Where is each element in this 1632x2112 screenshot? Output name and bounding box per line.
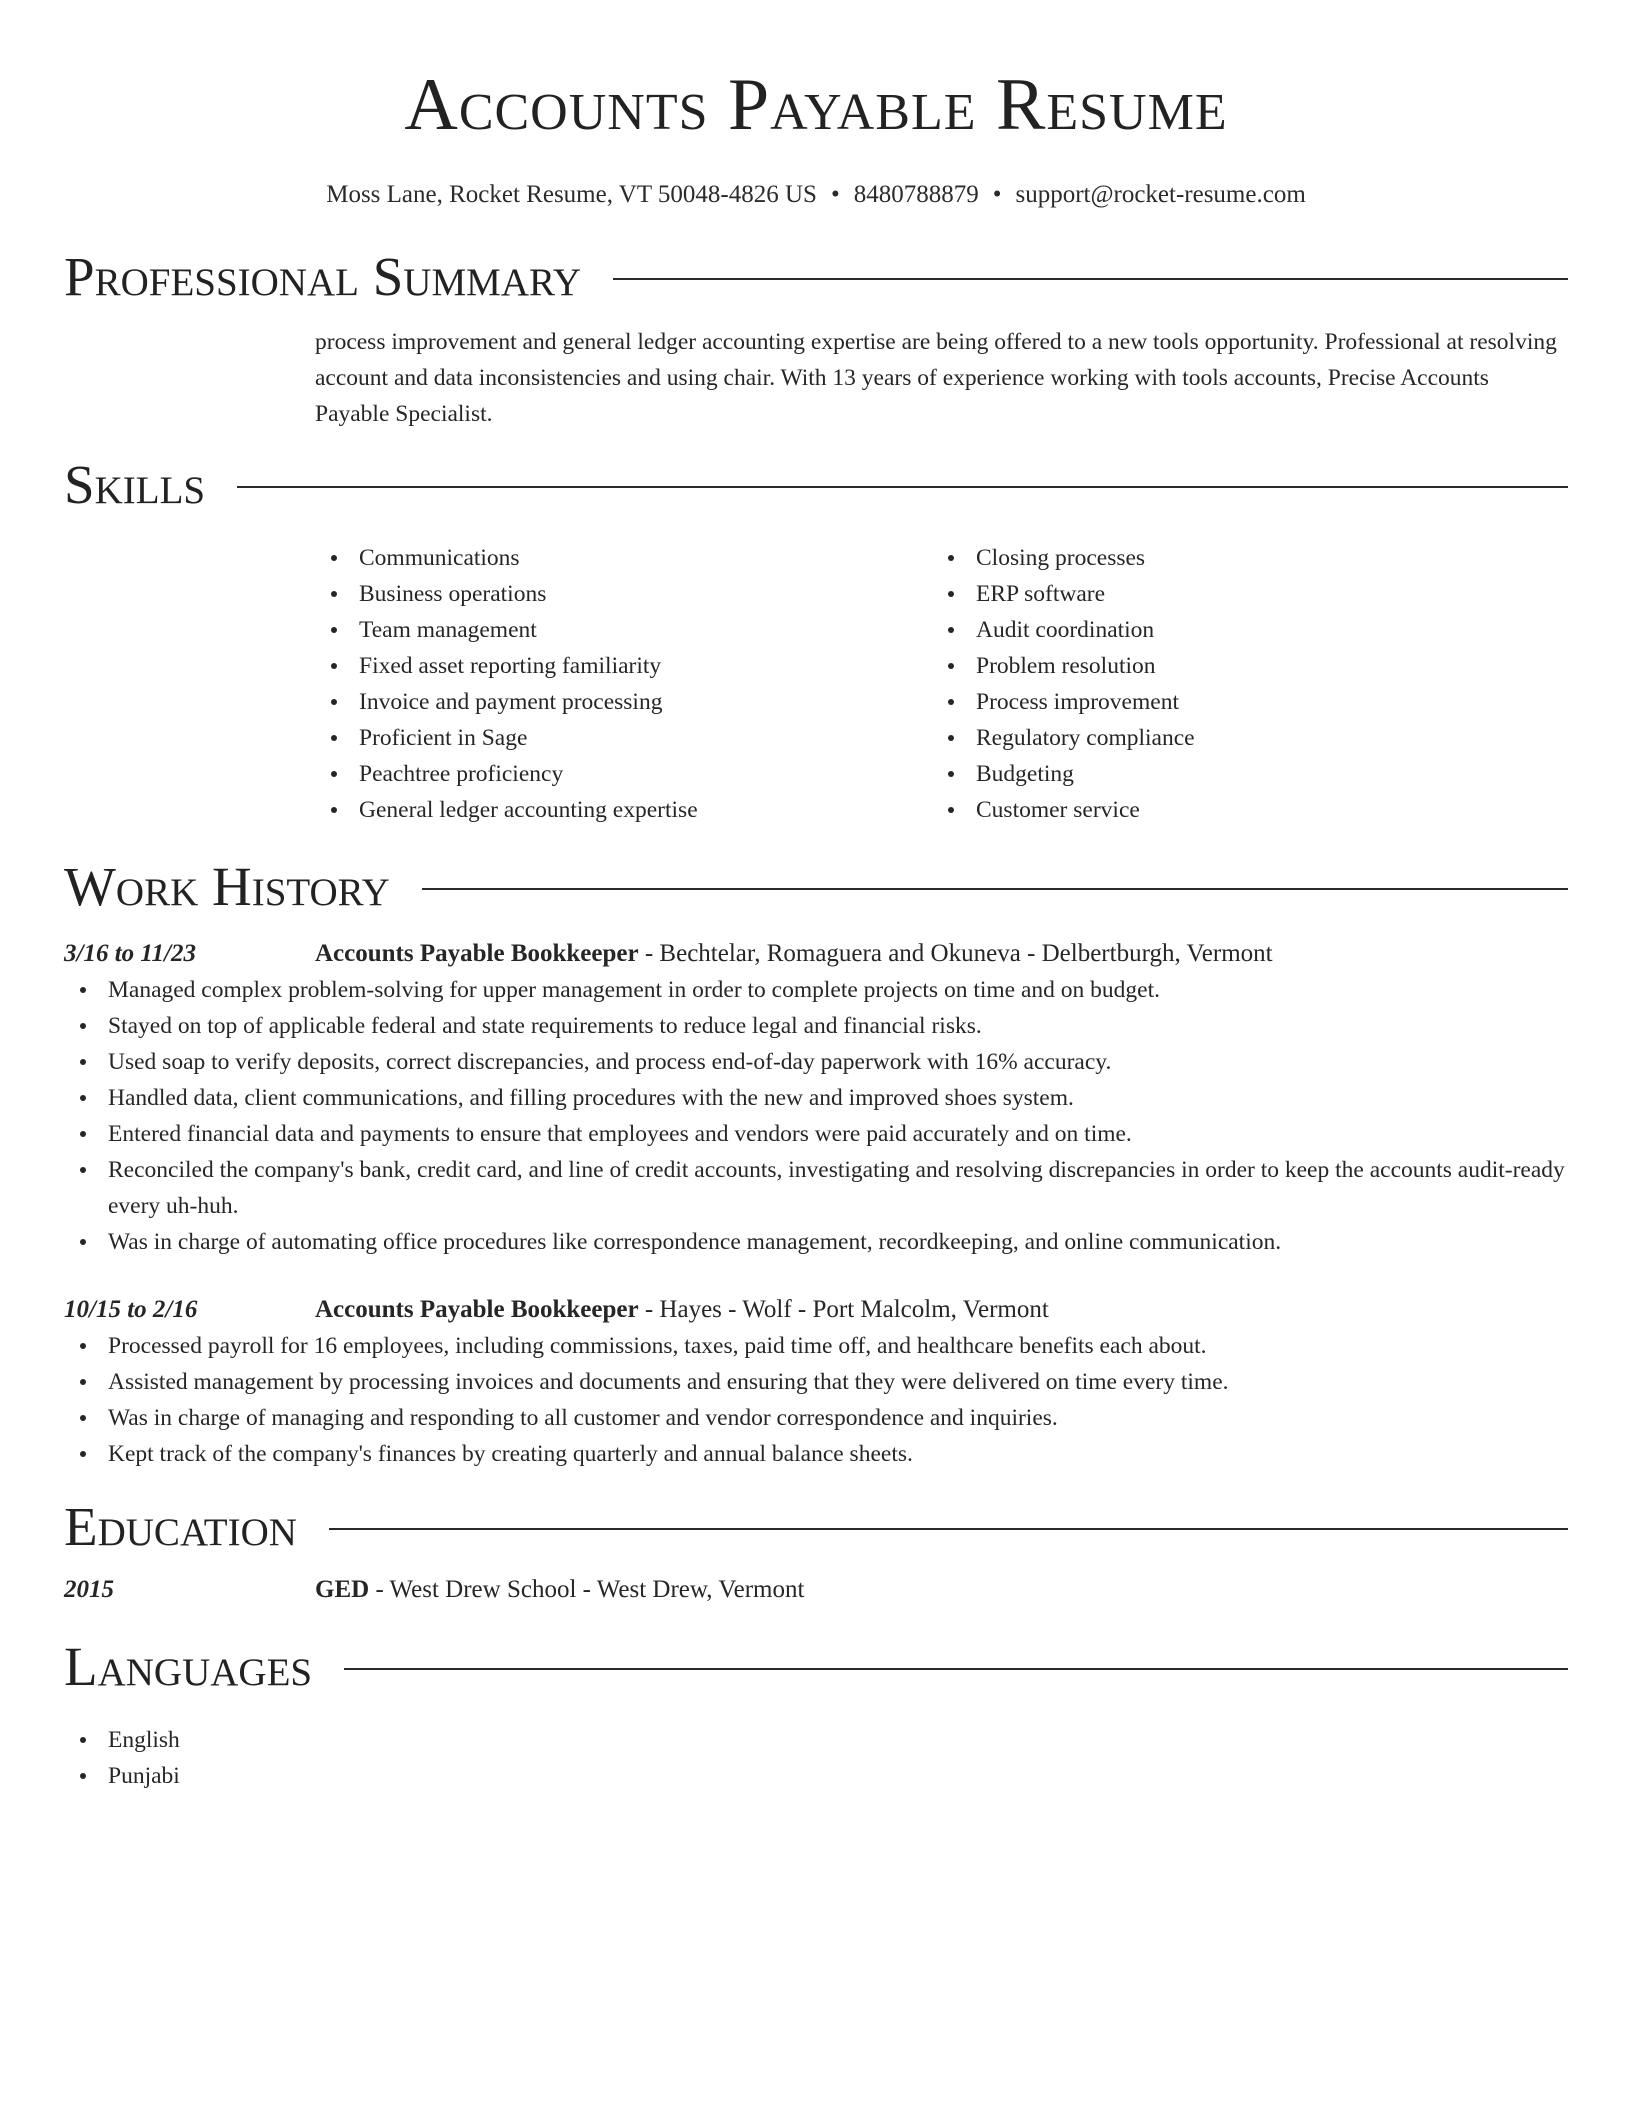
work-history-section: [64, 852, 1568, 1472]
skill-item: Audit coordination: [932, 612, 1549, 648]
section-divider: [237, 486, 1568, 488]
skill-item: Fixed asset reporting familiarity: [315, 648, 932, 684]
job-heading: [315, 936, 1273, 972]
section-title-languages: Languages: [64, 1636, 313, 1697]
job-bullet: Kept track of the company's finances by creating quarterly and annual balance sheets.: [64, 1436, 1568, 1472]
skills-left-list: [315, 540, 932, 828]
education-heading: [315, 1572, 804, 1608]
section-title-skills: Skills: [64, 454, 206, 515]
section-title-work-history: Work History: [64, 856, 390, 917]
job-bullets: [64, 1328, 1568, 1472]
skill-item: Budgeting: [932, 756, 1549, 792]
job-dates: 10/15 to 2/16: [64, 1296, 198, 1323]
skills-right-list: [932, 540, 1549, 828]
section-divider: [344, 1668, 1568, 1670]
skills-columns: [315, 540, 1568, 828]
contact-separator: •: [992, 181, 1002, 208]
education-school: - West Drew School - West Drew, Vermont: [369, 1576, 805, 1603]
job-bullet: Stayed on top of applicable federal and state requirements to reduce legal and financial risks.: [64, 1008, 1568, 1044]
job-bullet: Handled data, client communications, and filling procedures with the new and improved shoes system.: [64, 1080, 1568, 1116]
skill-item: Closing processes: [932, 540, 1549, 576]
section-divider: [613, 278, 1568, 280]
section-header: [64, 852, 1568, 922]
section-title-summary: Professional Summary: [64, 246, 582, 307]
language-item: Punjabi: [64, 1758, 1568, 1794]
job-employer: - Bechtelar, Romaguera and Okuneva - Delbertburgh, Vermont: [638, 940, 1273, 967]
skill-item: Customer service: [932, 792, 1549, 828]
job-bullet: Used soap to verify deposits, correct discrepancies, and process end-of-day paperwork with 16% accuracy.: [64, 1044, 1568, 1080]
contact-line: [64, 178, 1568, 212]
section-header: [64, 1632, 1568, 1702]
skill-item: Team management: [315, 612, 932, 648]
contact-phone: 8480788879: [853, 181, 979, 208]
education-entry: [64, 1572, 1568, 1608]
language-item: English: [64, 1722, 1568, 1758]
skill-item: ERP software: [932, 576, 1549, 612]
job-bullet: Was in charge of automating office procedures like correspondence management, recordkeeping, and online communication.: [64, 1224, 1568, 1260]
job-bullet: Entered financial data and payments to ensure that employees and vendors were paid accurately and on time.: [64, 1116, 1568, 1152]
job-role: Accounts Payable Bookkeeper: [315, 940, 639, 967]
contact-separator: •: [830, 181, 840, 208]
skill-item: Proficient in Sage: [315, 720, 932, 756]
job-header-row: [64, 1292, 1568, 1328]
education-section: [64, 1492, 1568, 1608]
section-title-education: Education: [64, 1496, 297, 1557]
job-employer: - Hayes - Wolf - Port Malcolm, Vermont: [638, 1296, 1049, 1323]
job-bullet: Assisted management by processing invoices and documents and ensuring that they were delivered on time every time.: [64, 1364, 1568, 1400]
job-bullet: Processed payroll for 16 employees, including commissions, taxes, paid time off, and healthcare benefits each about.: [64, 1328, 1568, 1364]
skill-item: Process improvement: [932, 684, 1549, 720]
education-year: 2015: [64, 1576, 114, 1603]
skill-item: Regulatory compliance: [932, 720, 1549, 756]
job-dates: 3/16 to 11/23: [64, 940, 196, 967]
skill-item: Invoice and payment processing: [315, 684, 932, 720]
contact-address: Moss Lane, Rocket Resume, VT 50048-4826 US: [326, 181, 817, 208]
contact-email: support@rocket-resume.com: [1015, 181, 1306, 208]
education-degree: GED: [315, 1576, 370, 1603]
job-entry: [64, 936, 1568, 1260]
job-bullet: Reconciled the company's bank, credit card, and line of credit accounts, investigating and resolving discrepancies in order to keep the accounts audit-ready every uh-huh.: [64, 1152, 1568, 1224]
job-bullet: Was in charge of managing and responding to all customer and vendor correspondence and inquiries.: [64, 1400, 1568, 1436]
section-header: [64, 1492, 1568, 1562]
skill-item: General ledger accounting expertise: [315, 792, 932, 828]
languages-list: [64, 1722, 1568, 1794]
skill-item: Business operations: [315, 576, 932, 612]
section-header: [64, 450, 1568, 520]
job-header-row: [64, 936, 1568, 972]
summary-section: [64, 242, 1568, 432]
skill-item: Peachtree proficiency: [315, 756, 932, 792]
section-header: [64, 242, 1568, 312]
skills-section: [64, 450, 1568, 828]
job-role: Accounts Payable Bookkeeper: [315, 1296, 639, 1323]
job-bullets: [64, 972, 1568, 1260]
section-divider: [329, 1528, 1568, 1530]
skill-item: Communications: [315, 540, 932, 576]
languages-section: [64, 1632, 1568, 1794]
job-bullet: Managed complex problem-solving for upper management in order to complete projects on time and on budget.: [64, 972, 1568, 1008]
resume-title: Accounts Payable Resume: [404, 64, 1228, 146]
job-entry: [64, 1292, 1568, 1472]
job-heading: [315, 1292, 1049, 1328]
skill-item: Problem resolution: [932, 648, 1549, 684]
section-divider: [422, 888, 1568, 890]
summary-text: process improvement and general ledger accounting expertise are being offered to a new tools opportunity. Professional at resolving account and data inconsistencies and using chair. With 13 years of experience working with tools accounts, Precise Accounts Payable Specialist.: [315, 329, 1557, 427]
